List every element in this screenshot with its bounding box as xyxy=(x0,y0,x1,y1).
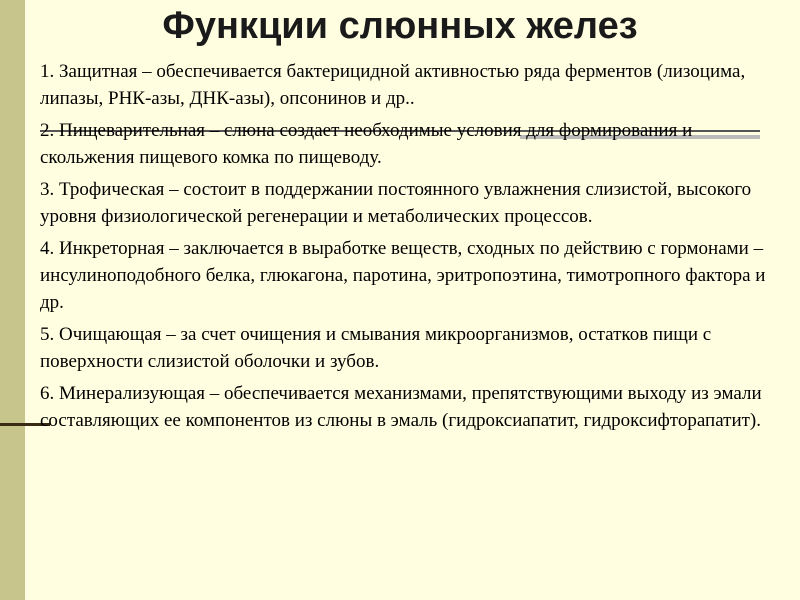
function-list xyxy=(40,58,780,439)
function-item-trophic: 3. Трофическая – состоит в поддержании постоянного увлажнения слизистой, высокого уровня физиологической регенерации и метаболических процессов. xyxy=(40,179,752,227)
function-item-digestive: 2. Пищеварительная – слюна создает необходимые условия для формирования и скольжения пищевого комка по пищеводу. xyxy=(40,120,693,168)
function-item-protective: 1. Защитная – обеспечивается бактерицидной активностью ряда ферментов (лизоцима, липазы, РНК-азы, ДНК-азы), опсонинов и др.. xyxy=(40,61,746,109)
function-item-mineralizing: 6. Минерализующая – обеспечивается механизмами, препятствующими выходу из эмали составляющих ее компонентов из слюны в эмаль (гидроксиапатит, гидроксифторапатит). xyxy=(40,383,762,431)
function-item-endocrine: 4. Инкреторная – заключается в выработке веществ, сходных по действию с гормонами – инсулиноподобного белка, глюкагона, паротина, эритропоэтина, тимотропного фактора и др. xyxy=(40,238,766,313)
slide-title: Функции слюнных желез xyxy=(162,5,638,47)
function-item-cleansing: 5. Очищающая – за счет очищения и смывания микроорганизмов, остатков пищи с поверхности слизистой оболочки и зубов. xyxy=(40,324,712,372)
decorative-side-bar xyxy=(0,0,25,600)
